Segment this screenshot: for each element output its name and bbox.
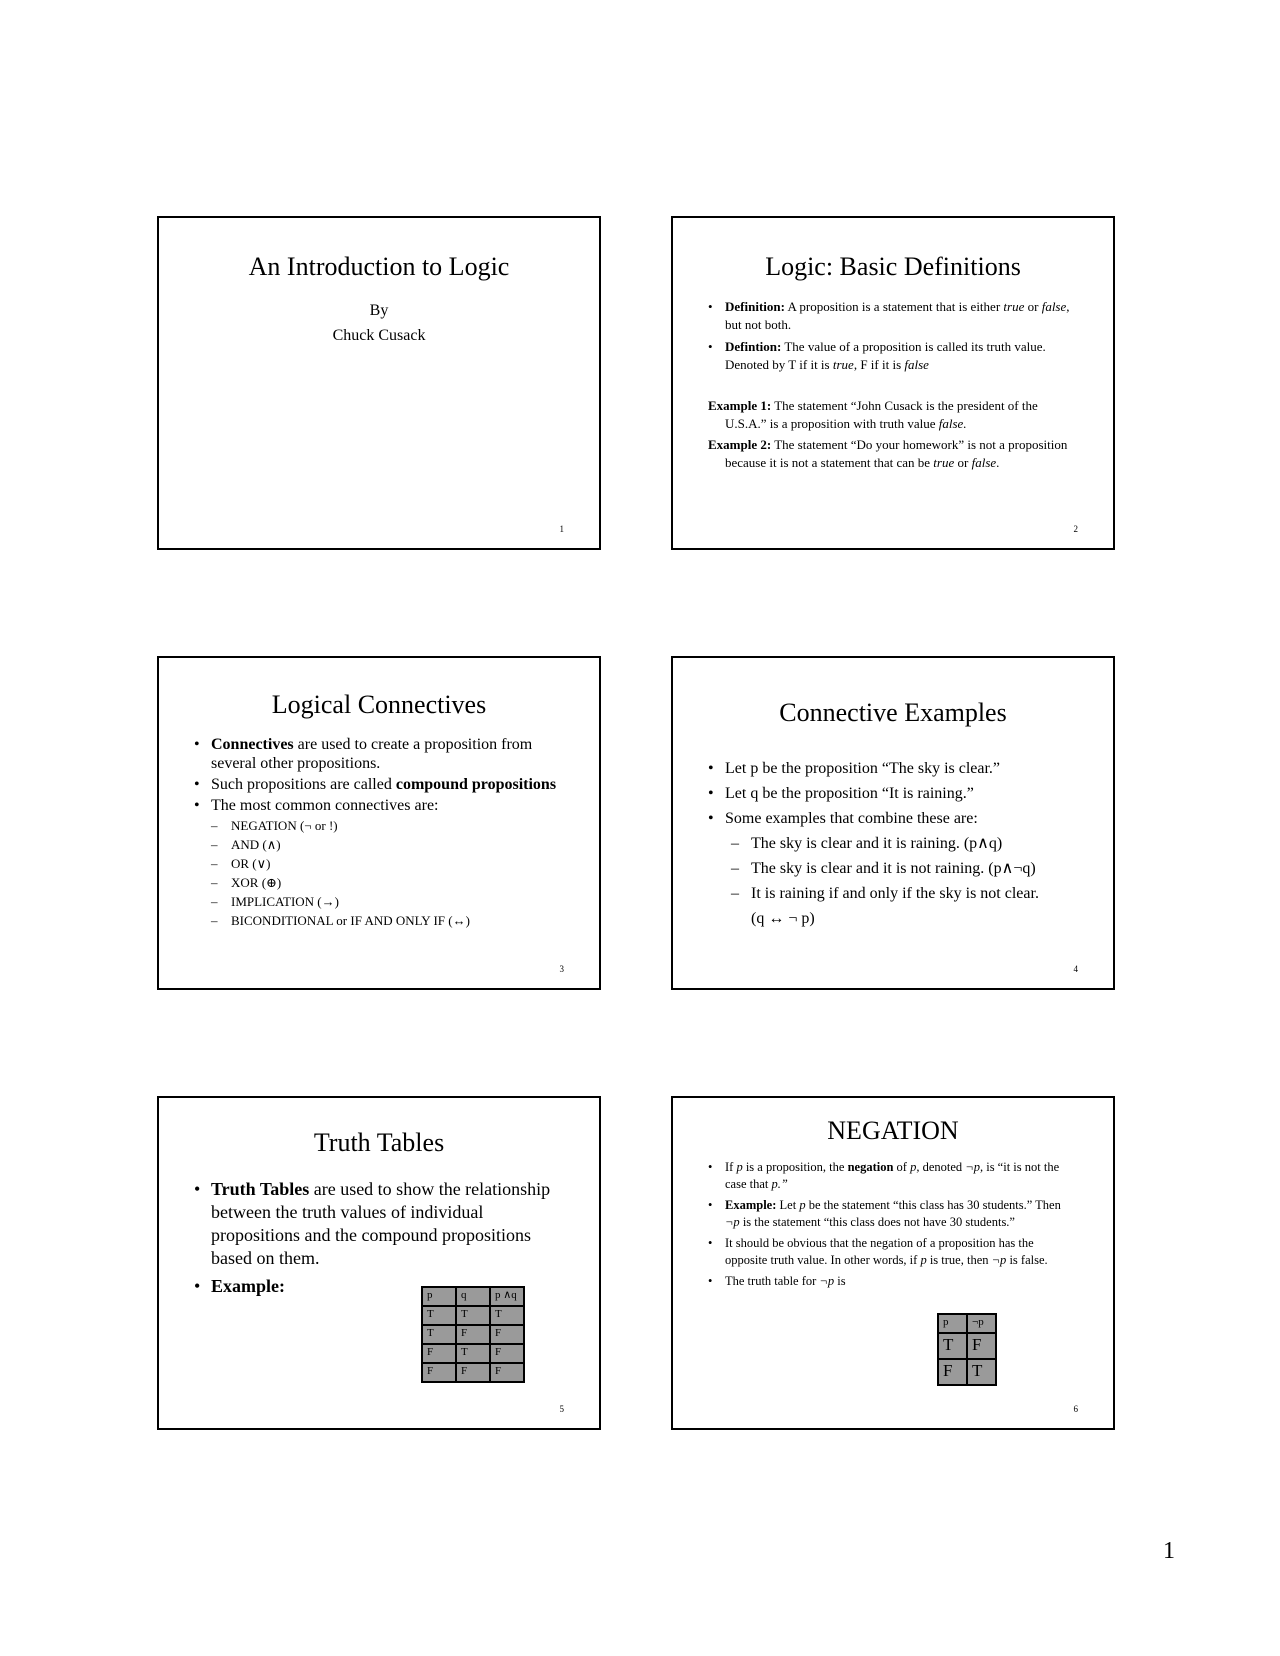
- table-row: p q p ∧q: [422, 1287, 524, 1306]
- table-row: T F F: [422, 1325, 524, 1344]
- example-2: Example 2: The statement “Do your homework” is not a proposition because it is not a statement that can be true or false.: [708, 437, 1068, 470]
- bullet-compound: • Such propositions are called compound propositions: [194, 775, 569, 794]
- slide-number: 5: [559, 1404, 564, 1414]
- bullet-common: • The most common connectives are: – NEGATION (¬ or !) – AND (∧) – OR (∨) – XOR (⊕) – IMPLICATION (→) – BICONDITIONAL or IF AND ONLY IF (↔): [194, 796, 569, 930]
- truth-tables-list: [194, 1178, 554, 1298]
- slide-number: 3: [559, 964, 564, 974]
- examples-sublist: [725, 831, 1083, 931]
- bullet-negation-def: • If p is a proposition, the negation of p, denoted ¬p, is “it is not the case that p.”: [708, 1159, 1073, 1193]
- connective-item: – XOR (⊕): [211, 873, 569, 892]
- definition-1: • Definition: A proposition is a statement that is either true or false, but not both.: [708, 298, 1073, 334]
- slide-number: 2: [1073, 524, 1078, 534]
- table-row: F T: [938, 1359, 996, 1385]
- negation-list: [708, 1159, 1073, 1290]
- slide-number: 6: [1073, 1404, 1078, 1414]
- definitions-list: [708, 298, 1073, 374]
- page-number: 1: [1163, 1538, 1175, 1564]
- slide-1: [157, 216, 601, 550]
- table-row: p ¬p: [938, 1314, 996, 1333]
- connective-item: – IMPLICATION (→): [211, 892, 569, 911]
- table-row: T T T: [422, 1306, 524, 1325]
- slide-5-title: Truth Tables: [313, 1128, 445, 1157]
- connective-item: – AND (∧): [211, 835, 569, 854]
- bullet-let-p: • Let p be the proposition “The sky is clear.”: [708, 756, 1083, 781]
- negation-truth-table: [937, 1313, 997, 1386]
- connective-item: – OR (∨): [211, 854, 569, 873]
- slide-4-title: Connective Examples: [779, 698, 1007, 727]
- author-name: Chuck Cusack: [332, 327, 426, 344]
- slide-number: 1: [559, 524, 564, 534]
- example-item: – The sky is clear and it is raining. (p∧q): [731, 831, 1083, 856]
- table-row: T F: [938, 1333, 996, 1359]
- slide-4: [671, 656, 1115, 990]
- slide-1-byline: [159, 298, 599, 348]
- example-item: – The sky is clear and it is not raining. (p∧¬q): [731, 856, 1083, 881]
- slide-5: [157, 1096, 601, 1430]
- bullet-opposite-value: • It should be obvious that the negation of a proposition has the opposite truth value. In other words, if p is true, then ¬p is false.: [708, 1235, 1073, 1269]
- definition-2: • Defintion: The value of a proposition is called its truth value. Denoted by T if it is true, F if it is false: [708, 338, 1073, 374]
- and-truth-table: [421, 1286, 525, 1383]
- examples: [708, 397, 1073, 475]
- bullet-example: • Example:: [194, 1275, 554, 1298]
- bullet-connectives: • Connectives are used to create a proposition from several other propositions.: [194, 735, 569, 773]
- connective-examples-list: [708, 756, 1083, 931]
- bullet-truth-tables: • Truth Tables are used to show the relationship between the truth values of individual propositions and the compound propositions based on them.: [194, 1178, 554, 1270]
- slide-3-title: Logical Connectives: [271, 690, 487, 719]
- connective-item: – BICONDITIONAL or IF AND ONLY IF (↔): [211, 911, 569, 930]
- slide-number: 4: [1073, 964, 1078, 974]
- example-1: Example 1: The statement “John Cusack is the president of the U.S.A.” is a proposition with truth value false.: [708, 398, 1038, 431]
- connective-item: – NEGATION (¬ or !): [211, 816, 569, 835]
- slide-2: [671, 216, 1115, 550]
- table-row: F F F: [422, 1363, 524, 1382]
- connectives-sublist: [211, 816, 569, 930]
- slide-6-title: NEGATION: [827, 1116, 959, 1145]
- example-item: – It is raining if and only if the sky is not clear. (q ↔ ¬ p): [731, 881, 1083, 931]
- bullet-some-examples: • Some examples that combine these are: – The sky is clear and it is raining. (p∧q) – The sky is clear and it is not raining. (p∧¬q) – It is raining if and only if the sky is not clear. (q ↔ ¬ p): [708, 806, 1083, 931]
- bullet-truth-table: • The truth table for ¬p is: [708, 1273, 1073, 1290]
- by-label: By: [369, 302, 389, 319]
- bullet-negation-example: • Example: Let p be the statement “this class has 30 students.” Then ¬p is the statement “this class does not have 30 students.”: [708, 1197, 1073, 1231]
- slide-1-title: An Introduction to Logic: [248, 252, 510, 281]
- slide-6: [671, 1096, 1115, 1430]
- table-row: F T F: [422, 1344, 524, 1363]
- slide-3: [157, 656, 601, 990]
- bullet-let-q: • Let q be the proposition “It is raining.”: [708, 781, 1083, 806]
- slide-2-title: Logic: Basic Definitions: [765, 252, 1021, 281]
- connectives-list: [194, 735, 569, 930]
